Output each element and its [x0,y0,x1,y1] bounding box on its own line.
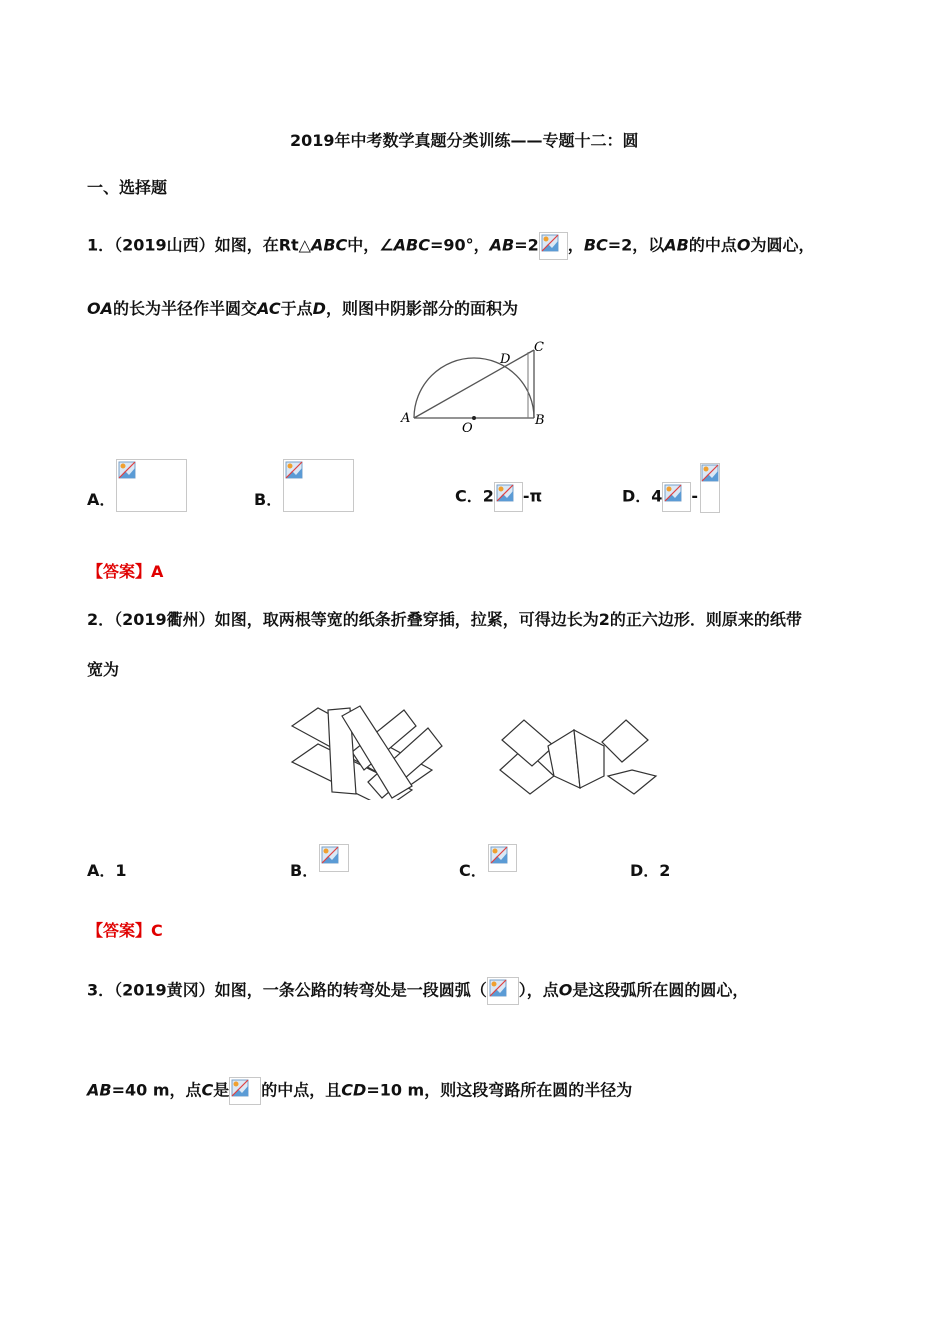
q1-answer: 【答案】A [87,562,164,581]
broken-image-icon [700,463,720,513]
broken-image-icon [494,482,523,512]
q1-label-a: A [401,411,411,426]
broken-image-icon [283,459,354,512]
q2-woven-strips-figure [288,700,448,800]
broken-image-icon [662,482,691,512]
q2-number: 2． [87,610,115,629]
q2-line2: 宽为 [87,660,120,679]
q2-option-a[interactable]: A．1 [87,861,127,880]
q1-option-d[interactable]: D．4 - [622,482,698,512]
q3-line1: 3．（2019黄冈）如图，一条公路的转弯处是一段圆弧（ ），点O是这段弧所在圆的圆心， [87,977,748,1005]
q1-label-b: B [535,413,545,428]
section-heading: 一、选择题 [87,178,168,197]
q1-source: （2019山西） [114,235,215,255]
q1-line2: OA的长为半径作半圆交AC于点D，则图中阴影部分的面积为 [87,299,518,318]
broken-image-icon [229,1077,261,1105]
broken-image-icon [319,844,349,872]
broken-image-icon [539,232,568,260]
q1-line1: 1．（2019山西）如图，在Rt△ABC中，∠ABC=90°，AB=2 ，BC=2，以AB的中点O为圆心， [87,232,815,260]
q1-option-c[interactable]: C．2 -π [455,482,542,512]
q1-semicircle-figure [396,334,556,434]
q2-answer: 【答案】C [87,921,163,940]
q2-line1: 2．（2019衢州）如图，取两根等宽的纸条折叠穿插，拉紧，可得边长为2的正六边形．则原来的纸带 [87,610,802,629]
q1-label-o: O [462,421,473,434]
q3-source: （2019黄冈） [114,980,215,1000]
q2-source: （2019衢州） [114,610,215,629]
broken-image-icon [116,459,187,512]
q3-number: 3． [87,980,115,1000]
broken-image-icon [488,844,517,872]
page-title: 2019年中考数学真题分类训练——专题十二：圆 [290,131,639,150]
broken-image-icon [487,977,519,1005]
q2-option-d[interactable]: D．2 [630,861,671,880]
q1-number: 1． [87,235,115,255]
q3-line2: AB=40 m，点C是 的中点，且CD=10 m，则这段弯路所在圆的半径为 [87,1077,632,1105]
q1-label-d: D [500,352,511,367]
q2-hexagon-figure [498,716,658,796]
q1-label-c: C [534,340,544,355]
